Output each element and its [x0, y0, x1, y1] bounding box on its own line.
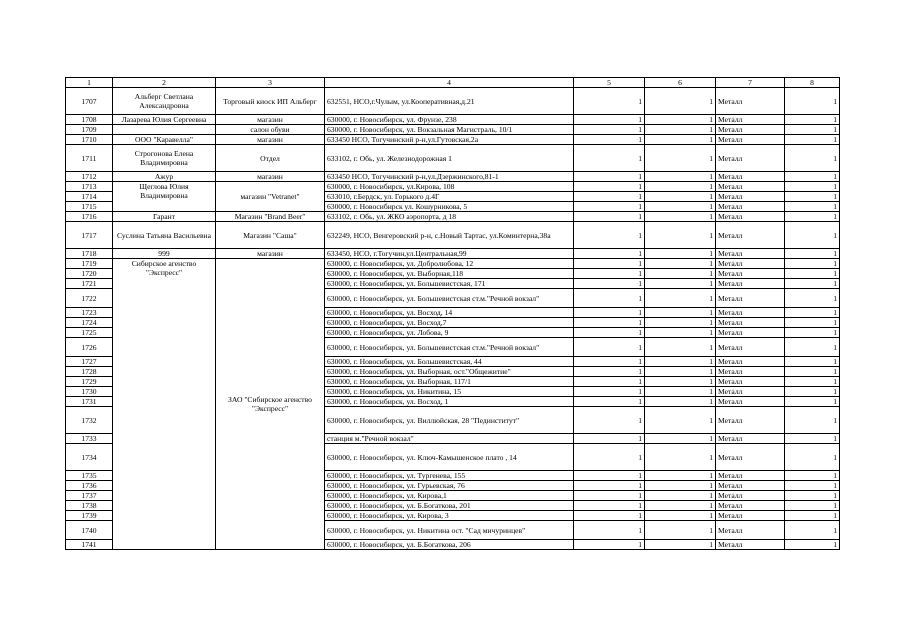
owner-cell: Гарант [113, 212, 216, 222]
address-cell: 633102, г. Обь, ул. ЖКО аэропорта, д 18 [325, 212, 574, 222]
address-cell: 630000, г. Новосибирск, ул. Никитина ост. "Сад мичуринцев" [325, 521, 574, 540]
col8-cell: 1 [785, 481, 840, 491]
row-number: 1723 [66, 308, 113, 318]
col8-cell: 1 [785, 192, 840, 202]
material-cell: Металл [716, 125, 785, 135]
table-row [66, 125, 840, 135]
col5-cell: 1 [574, 434, 645, 444]
row-number: 1711 [66, 145, 113, 172]
owner-cell [113, 125, 216, 135]
header-cell-1: 1 [66, 78, 113, 88]
col6-cell: 1 [645, 387, 716, 397]
col5-cell: 1 [574, 540, 645, 550]
material-cell: Металл [716, 357, 785, 367]
col8-cell: 1 [785, 182, 840, 192]
header-cell-6: 6 [645, 78, 716, 88]
owner-text: Щеглова Юлия [139, 182, 189, 191]
col6-cell: 1 [645, 269, 716, 279]
material-cell: Металл [716, 259, 785, 269]
col6-cell: 1 [645, 222, 716, 249]
col8-cell: 1 [785, 308, 840, 318]
address-cell: 632249, НСО, Венгеровский р-н, с.Новый Тартас, ул.Коминтерна,38а [325, 222, 574, 249]
material-cell: Металл [716, 481, 785, 491]
col6-cell: 1 [645, 88, 716, 115]
col5-cell: 1 [574, 135, 645, 145]
address-cell: 633010, г.Бердск, ул. Горького д.4Г [325, 192, 574, 202]
owner-cell: Лазарева Юлия Сергеевна [113, 115, 216, 125]
col6-cell: 1 [645, 172, 716, 182]
address-cell: 633450 НСО, Тогучинский р-н,ул.Гутовская,2а [325, 135, 574, 145]
owner-cell: Ажур [113, 172, 216, 182]
material-cell: Металл [716, 182, 785, 192]
address-cell: 630000, г. Новосибирск, ул. Большевистская, 44 [325, 357, 574, 367]
col5-cell: 1 [574, 471, 645, 481]
row-number: 1731 [66, 397, 113, 407]
material-cell: Металл [716, 377, 785, 387]
col5-cell: 1 [574, 249, 645, 259]
address-cell: 630000, г. Новосибирск, ул. Восход,7 [325, 318, 574, 328]
address-cell: 630000, г. Новосибирск, ул. Кирова,1 [325, 491, 574, 501]
col8-cell: 1 [785, 249, 840, 259]
material-cell: Металл [716, 212, 785, 222]
col5-cell: 1 [574, 511, 645, 521]
col6-cell: 1 [645, 192, 716, 202]
table-row [66, 115, 840, 125]
material-cell: Металл [716, 88, 785, 115]
col8-cell: 1 [785, 338, 840, 357]
owner-cell: Строгонова Елена Владимировна [113, 145, 216, 172]
row-number: 1710 [66, 135, 113, 145]
col8-cell: 1 [785, 501, 840, 511]
row-number: 1717 [66, 222, 113, 249]
address-cell: 630000, г. Новосибирск, ул. Вокзальная Магистраль, 10/1 [325, 125, 574, 135]
address-cell: 630000, г. Новосибирск, ул. Виллюйская, 28 "Пединститут" [325, 407, 574, 434]
owner-cell [113, 182, 216, 212]
material-cell: Металл [716, 471, 785, 481]
col8-cell: 1 [785, 444, 840, 471]
row-number: 1732 [66, 407, 113, 434]
col6-cell: 1 [645, 182, 716, 192]
row-number: 1714 [66, 192, 113, 202]
col8-cell: 1 [785, 357, 840, 367]
col8-cell: 1 [785, 318, 840, 328]
material-cell: Металл [716, 115, 785, 125]
col6-cell: 1 [645, 357, 716, 367]
row-number: 1725 [66, 328, 113, 338]
col5-cell: 1 [574, 397, 645, 407]
row-number: 1727 [66, 357, 113, 367]
col8-cell: 1 [785, 377, 840, 387]
row-number: 1721 [66, 279, 113, 289]
address-cell: 633450, НСО, г.Тогучин,ул.Центральная,99 [325, 249, 574, 259]
header-cell-2: 2 [113, 78, 216, 88]
col5-cell: 1 [574, 481, 645, 491]
col8-cell: 1 [785, 115, 840, 125]
col6-cell: 1 [645, 481, 716, 491]
col8-cell: 1 [785, 491, 840, 501]
col5-cell: 1 [574, 182, 645, 192]
outlet-type-cell: Магазин "Brand Beer" [216, 212, 325, 222]
col6-cell: 1 [645, 279, 716, 289]
material-cell: Металл [716, 338, 785, 357]
row-number: 1737 [66, 491, 113, 501]
col8-cell: 1 [785, 212, 840, 222]
col5-cell: 1 [574, 387, 645, 397]
material-cell: Металл [716, 135, 785, 145]
col5-cell: 1 [574, 202, 645, 212]
owner-cell [113, 259, 216, 550]
material-cell: Металл [716, 279, 785, 289]
header-cell-3: 3 [216, 78, 325, 88]
col6-cell: 1 [645, 501, 716, 511]
address-cell: 630000, г. Новосибирск, ул. Лобова, 9 [325, 328, 574, 338]
col8-cell: 1 [785, 471, 840, 481]
row-number: 1722 [66, 289, 113, 308]
address-cell: 630000, г. Новосибирск, ул. Восход, 14 [325, 308, 574, 318]
col8-cell: 1 [785, 511, 840, 521]
row-number: 1720 [66, 269, 113, 279]
col5-cell: 1 [574, 222, 645, 249]
address-cell: 630000, г. Новосибирск, ул. Б.Богаткова, 201 [325, 501, 574, 511]
material-cell: Металл [716, 491, 785, 501]
outlet-type-cell: Торговый киоск ИП Альберг [216, 88, 325, 115]
col6-cell: 1 [645, 471, 716, 481]
row-number: 1741 [66, 540, 113, 550]
col8-cell: 1 [785, 367, 840, 377]
col6-cell: 1 [645, 377, 716, 387]
col6-cell: 1 [645, 145, 716, 172]
col8-cell: 1 [785, 269, 840, 279]
table-row [66, 212, 840, 222]
col6-cell: 1 [645, 308, 716, 318]
owner-cell: ООО "Каравелла" [113, 135, 216, 145]
col6-cell: 1 [645, 135, 716, 145]
col5-cell: 1 [574, 328, 645, 338]
col6-cell: 1 [645, 397, 716, 407]
address-cell: 630000, г. Новосибирск, ул. Выборная, ост."Общежитие" [325, 367, 574, 377]
address-cell: 630000, г. Новосибирск, ул. Никитина, 15 [325, 387, 574, 397]
col8-cell: 1 [785, 521, 840, 540]
col8-cell: 1 [785, 289, 840, 308]
row-number: 1734 [66, 444, 113, 471]
address-cell: 630000, г. Новосибирск, ул. Выборная, 117/1 [325, 377, 574, 387]
col8-cell: 1 [785, 434, 840, 444]
col5-cell: 1 [574, 318, 645, 328]
col8-cell: 1 [785, 88, 840, 115]
header-cell-4: 4 [325, 78, 574, 88]
outlet-type-cell: магазин [216, 115, 325, 125]
address-cell: 630000, г. Новосибирск, ул. Кирова, 3 [325, 511, 574, 521]
col6-cell: 1 [645, 289, 716, 308]
address-cell: 630000, г. Новосибирск ул. Кошурникова, 5 [325, 202, 574, 212]
outlet-type-cell [216, 259, 325, 550]
col8-cell: 1 [785, 397, 840, 407]
row-number: 1708 [66, 115, 113, 125]
col5-cell: 1 [574, 491, 645, 501]
col6-cell: 1 [645, 318, 716, 328]
owner-cell: Альберг Светлана Александровна [113, 88, 216, 115]
col8-cell: 1 [785, 387, 840, 397]
address-cell: 630000, г. Новосибирск, ул. Восход, 1 [325, 397, 574, 407]
col5-cell: 1 [574, 357, 645, 367]
col5-cell: 1 [574, 88, 645, 115]
col6-cell: 1 [645, 491, 716, 501]
owner-cell: Суслина Татьяна Васильевна [113, 222, 216, 249]
owner-text: Сибирское агенство "Экспресс" [131, 259, 197, 277]
header-cell-5: 5 [574, 78, 645, 88]
owner-cell: 999 [113, 249, 216, 259]
row-number: 1739 [66, 511, 113, 521]
outlet-type-cell: магазин [216, 172, 325, 182]
outlet-type-text: магазин "Vetranet" [240, 192, 300, 201]
outlet-type-cell: салон обуви [216, 125, 325, 135]
col5-cell: 1 [574, 338, 645, 357]
col6-cell: 1 [645, 521, 716, 540]
table-row [66, 145, 840, 172]
col6-cell: 1 [645, 259, 716, 269]
material-cell: Металл [716, 145, 785, 172]
row-number: 1718 [66, 249, 113, 259]
material-cell: Металл [716, 318, 785, 328]
col6-cell: 1 [645, 338, 716, 357]
row-number: 1738 [66, 501, 113, 511]
col8-cell: 1 [785, 279, 840, 289]
row-number: 1715 [66, 202, 113, 212]
col8-cell: 1 [785, 172, 840, 182]
col5-cell: 1 [574, 145, 645, 172]
col6-cell: 1 [645, 249, 716, 259]
address-cell: станция м."Речной вокзал" [325, 434, 574, 444]
row-number: 1728 [66, 367, 113, 377]
row-number: 1709 [66, 125, 113, 135]
material-cell: Металл [716, 289, 785, 308]
header-cell-8: 8 [785, 78, 840, 88]
material-cell: Металл [716, 222, 785, 249]
address-cell: 630000, г. Новосибирск, ул. Большевистская ст.м."Речной вокзал" [325, 338, 574, 357]
data-table [65, 77, 840, 550]
col6-cell: 1 [645, 125, 716, 135]
col6-cell: 1 [645, 212, 716, 222]
row-number: 1729 [66, 377, 113, 387]
material-cell: Металл [716, 172, 785, 182]
col5-cell: 1 [574, 444, 645, 471]
material-cell: Металл [716, 521, 785, 540]
col8-cell: 1 [785, 202, 840, 212]
address-cell: 630000, г. Новосибирск, ул. Ключ-Камышенское плато , 14 [325, 444, 574, 471]
col5-cell: 1 [574, 192, 645, 202]
col8-cell: 1 [785, 145, 840, 172]
address-cell: 630000, г. Новосибирск, ул. Б.Богаткова, 206 [325, 540, 574, 550]
table-row [66, 88, 840, 115]
outlet-type-cell: магазин [216, 249, 325, 259]
table-row [66, 172, 840, 182]
col8-cell: 1 [785, 407, 840, 434]
outlet-type-text: ЗАО "Сибирское агенство "Экспресс" [228, 395, 312, 413]
row-number: 1724 [66, 318, 113, 328]
col5-cell: 1 [574, 212, 645, 222]
col8-cell: 1 [785, 135, 840, 145]
outlet-type-cell: Магазин "Саша" [216, 222, 325, 249]
material-cell: Металл [716, 202, 785, 212]
table-row [66, 182, 840, 192]
col6-cell: 1 [645, 202, 716, 212]
row-number: 1719 [66, 259, 113, 269]
col5-cell: 1 [574, 172, 645, 182]
col6-cell: 1 [645, 444, 716, 471]
col5-cell: 1 [574, 377, 645, 387]
row-number: 1713 [66, 182, 113, 192]
col5-cell: 1 [574, 125, 645, 135]
col6-cell: 1 [645, 115, 716, 125]
col5-cell: 1 [574, 367, 645, 377]
address-cell: 633102, г. Обь, ул. Железнодорожная 1 [325, 145, 574, 172]
row-number: 1712 [66, 172, 113, 182]
material-cell: Металл [716, 387, 785, 397]
table-row [66, 222, 840, 249]
col6-cell: 1 [645, 511, 716, 521]
col6-cell: 1 [645, 407, 716, 434]
col5-cell: 1 [574, 521, 645, 540]
outlet-type-cell: магазин [216, 135, 325, 145]
owner-text: Владимировна [140, 191, 188, 200]
col8-cell: 1 [785, 222, 840, 249]
address-cell: 632551, НСО,г.Чулым, ул.Кооперативная,д.21 [325, 88, 574, 115]
row-number: 1726 [66, 338, 113, 357]
address-cell: 630000, г. Новосибирск, ул.Кирова, 108 [325, 182, 574, 192]
material-cell: Металл [716, 192, 785, 202]
col6-cell: 1 [645, 367, 716, 377]
col8-cell: 1 [785, 540, 840, 550]
outlet-type-cell [216, 182, 325, 212]
material-cell: Металл [716, 269, 785, 279]
col5-cell: 1 [574, 115, 645, 125]
material-cell: Металл [716, 511, 785, 521]
address-cell: 633450 НСО, Тогучинский р-н,ул.Дзержинского,81-1 [325, 172, 574, 182]
col6-cell: 1 [645, 328, 716, 338]
row-number: 1716 [66, 212, 113, 222]
material-cell: Металл [716, 501, 785, 511]
address-cell: 630000, г. Новосибирск, ул. Большевистская, 171 [325, 279, 574, 289]
col8-cell: 1 [785, 259, 840, 269]
material-cell: Металл [716, 367, 785, 377]
address-cell: 630000, г. Новосибирск, ул. Выборная,118 [325, 269, 574, 279]
row-number: 1730 [66, 387, 113, 397]
col5-cell: 1 [574, 269, 645, 279]
row-number: 1736 [66, 481, 113, 491]
material-cell: Металл [716, 308, 785, 318]
outlet-type-cell: Отдел [216, 145, 325, 172]
address-cell: 630000, г. Новосибирск, ул. Гурьевская, 76 [325, 481, 574, 491]
header-row [66, 78, 840, 88]
col5-cell: 1 [574, 289, 645, 308]
col8-cell: 1 [785, 125, 840, 135]
material-cell: Металл [716, 434, 785, 444]
col6-cell: 1 [645, 434, 716, 444]
table-row [66, 249, 840, 259]
row-number: 1740 [66, 521, 113, 540]
address-cell: 630000, г. Новосибирск, ул. Добролюбова, 12 [325, 259, 574, 269]
row-number: 1707 [66, 88, 113, 115]
col5-cell: 1 [574, 501, 645, 511]
address-cell: 630000, г. Новосибирск, ул. Фрунзе, 238 [325, 115, 574, 125]
material-cell: Металл [716, 444, 785, 471]
material-cell: Металл [716, 540, 785, 550]
header-cell-7: 7 [716, 78, 785, 88]
material-cell: Металл [716, 407, 785, 434]
col8-cell: 1 [785, 328, 840, 338]
table-row [66, 135, 840, 145]
col5-cell: 1 [574, 407, 645, 434]
address-cell: 630000, г. Новосибирск, ул. Тургенева, 155 [325, 471, 574, 481]
col5-cell: 1 [574, 279, 645, 289]
table-row [66, 259, 840, 269]
row-number: 1733 [66, 434, 113, 444]
col5-cell: 1 [574, 308, 645, 318]
address-cell: 630000, г. Новосибирск, ул. Большевистская ст.м."Речной вокзал" [325, 289, 574, 308]
col6-cell: 1 [645, 540, 716, 550]
material-cell: Металл [716, 328, 785, 338]
col5-cell: 1 [574, 259, 645, 269]
row-number: 1735 [66, 471, 113, 481]
material-cell: Металл [716, 249, 785, 259]
material-cell: Металл [716, 397, 785, 407]
